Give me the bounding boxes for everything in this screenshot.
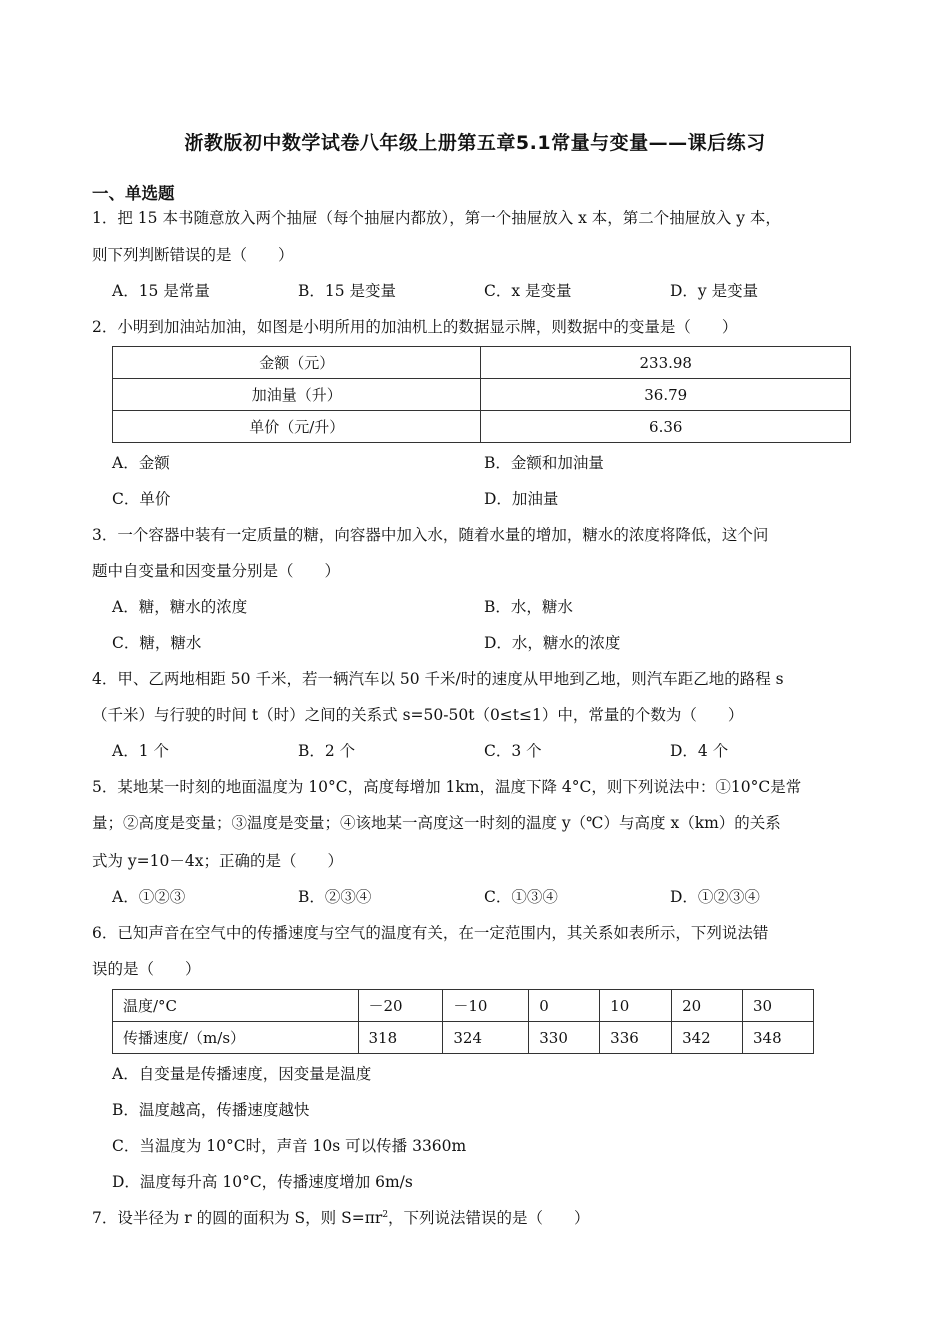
q3-option-d[interactable]: D．水，糖水的浓度 bbox=[484, 634, 621, 652]
table-cell: 342 bbox=[672, 1022, 743, 1054]
q5-option-b[interactable]: B．②③④ bbox=[298, 888, 372, 906]
q1-text-line2: 则下列判断错误的是（ ） bbox=[92, 246, 294, 264]
table-cell: 20 bbox=[672, 990, 743, 1022]
q3-option-b[interactable]: B．水，糖水 bbox=[484, 598, 573, 616]
q5-text-line1: 5．某地某一时刻的地面温度为 10°C，高度每增加 1km，温度下降 4°C，则下列说法中：①10°C是常 bbox=[92, 778, 802, 796]
q7-exponent: 2 bbox=[382, 1209, 389, 1220]
table-cell: 348 bbox=[743, 1022, 814, 1054]
table-cell: 金额（元） bbox=[113, 347, 481, 379]
fuel-display-table bbox=[112, 346, 851, 443]
q1-option-a[interactable]: A．15 是常量 bbox=[112, 282, 210, 300]
table-cell: 330 bbox=[529, 1022, 600, 1054]
q2-option-b[interactable]: B．金额和加油量 bbox=[484, 454, 604, 472]
sound-speed-table bbox=[112, 989, 814, 1054]
section-heading: 一、单选题 bbox=[92, 184, 175, 203]
table-cell: 336 bbox=[600, 1022, 672, 1054]
q5-option-a[interactable]: A．①②③ bbox=[112, 888, 186, 906]
table-cell: 36.79 bbox=[481, 379, 851, 411]
table-cell: 10 bbox=[600, 990, 672, 1022]
q4-text-line1: 4．甲、乙两地相距 50 千米，若一辆汽车以 50 千米/时的速度从甲地到乙地，则汽车距乙地的路程 s bbox=[92, 670, 784, 688]
table-cell: 加油量（升） bbox=[113, 379, 481, 411]
q2-option-c[interactable]: C．单价 bbox=[112, 490, 171, 508]
q7-text bbox=[92, 1206, 590, 1228]
table-cell: －10 bbox=[443, 990, 529, 1022]
q4-text-line2: （千米）与行驶的时间 t（时）之间的关系式 s=50-50t（0≤t≤1）中，常量的个数为（ ） bbox=[92, 706, 744, 724]
table-cell: 传播速度/（m/s） bbox=[113, 1022, 359, 1054]
q5-text-line2: 量；②高度是变量；③温度是变量；④该地某一高度这一时刻的温度 y（℃）与高度 x（km）的关系 bbox=[92, 814, 781, 832]
q1-text-line1: 1．把 15 本书随意放入两个抽屉（每个抽屉内都放），第一个抽屉放入 x 本，第二个抽屉放入 y 本， bbox=[92, 209, 781, 227]
q3-text-line2: 题中自变量和因变量分别是（ ） bbox=[92, 562, 341, 580]
q4-option-b[interactable]: B．2 个 bbox=[298, 742, 356, 760]
table-row bbox=[113, 411, 851, 443]
q3-text-line1: 3．一个容器中装有一定质量的糖，向容器中加入水，随着水量的增加，糖水的浓度将降低，这个问 bbox=[92, 526, 769, 544]
q6-option-b[interactable]: B．温度越高，传播速度越快 bbox=[112, 1101, 310, 1119]
table-row bbox=[113, 1022, 814, 1054]
table-cell: 324 bbox=[443, 1022, 529, 1054]
table-row bbox=[113, 347, 851, 379]
q6-option-a[interactable]: A．自变量是传播速度，因变量是温度 bbox=[112, 1065, 372, 1083]
table-cell: 318 bbox=[358, 1022, 443, 1054]
q1-option-c[interactable]: C．x 是变量 bbox=[484, 282, 572, 300]
q1-option-b[interactable]: B．15 是变量 bbox=[298, 282, 397, 300]
q6-text-line2: 误的是（ ） bbox=[92, 960, 201, 978]
q6-option-c[interactable]: C．当温度为 10°C时，声音 10s 可以传播 3360m bbox=[112, 1137, 467, 1155]
q2-text-line1: 2．小明到加油站加油，如图是小明所用的加油机上的数据显示牌，则数据中的变量是（ ） bbox=[92, 318, 738, 336]
q3-option-a[interactable]: A．糖，糖水的浓度 bbox=[112, 598, 248, 616]
table-cell: 0 bbox=[529, 990, 600, 1022]
q6-text-line1: 6．已知声音在空气中的传播速度与空气的温度有关，在一定范围内，其关系如表所示，下列说法错 bbox=[92, 924, 769, 942]
q7-text-prefix: 7．设半径为 r 的圆的面积为 S，则 S=πr bbox=[92, 1209, 383, 1227]
q4-option-d[interactable]: D．4 个 bbox=[670, 742, 729, 760]
q4-option-c[interactable]: C．3 个 bbox=[484, 742, 542, 760]
table-cell: 单价（元/升） bbox=[113, 411, 481, 443]
q5-option-c[interactable]: C．①③④ bbox=[484, 888, 558, 906]
table-cell: 30 bbox=[743, 990, 814, 1022]
q5-text-line3: 式为 y=10－4x；正确的是（ ） bbox=[92, 852, 343, 870]
table-cell: 6.36 bbox=[481, 411, 851, 443]
table-row bbox=[113, 990, 814, 1022]
table-row bbox=[113, 379, 851, 411]
q5-option-d[interactable]: D．①②③④ bbox=[670, 888, 760, 906]
table-cell: －20 bbox=[358, 990, 443, 1022]
q7-text-suffix: ，下列说法错误的是（ ） bbox=[388, 1209, 590, 1227]
q3-option-c[interactable]: C．糖，糖水 bbox=[112, 634, 202, 652]
page-title: 浙教版初中数学试卷八年级上册第五章5.1常量与变量——课后练习 bbox=[184, 132, 766, 154]
q1-option-d[interactable]: D．y 是变量 bbox=[670, 282, 759, 300]
q4-option-a[interactable]: A．1 个 bbox=[112, 742, 169, 760]
table-cell: 温度/°C bbox=[113, 990, 359, 1022]
q2-option-a[interactable]: A．金额 bbox=[112, 454, 170, 472]
q6-option-d[interactable]: D．温度每升高 10°C，传播速度增加 6m/s bbox=[112, 1173, 413, 1191]
q2-option-d[interactable]: D．加油量 bbox=[484, 490, 559, 508]
table-cell: 233.98 bbox=[481, 347, 851, 379]
